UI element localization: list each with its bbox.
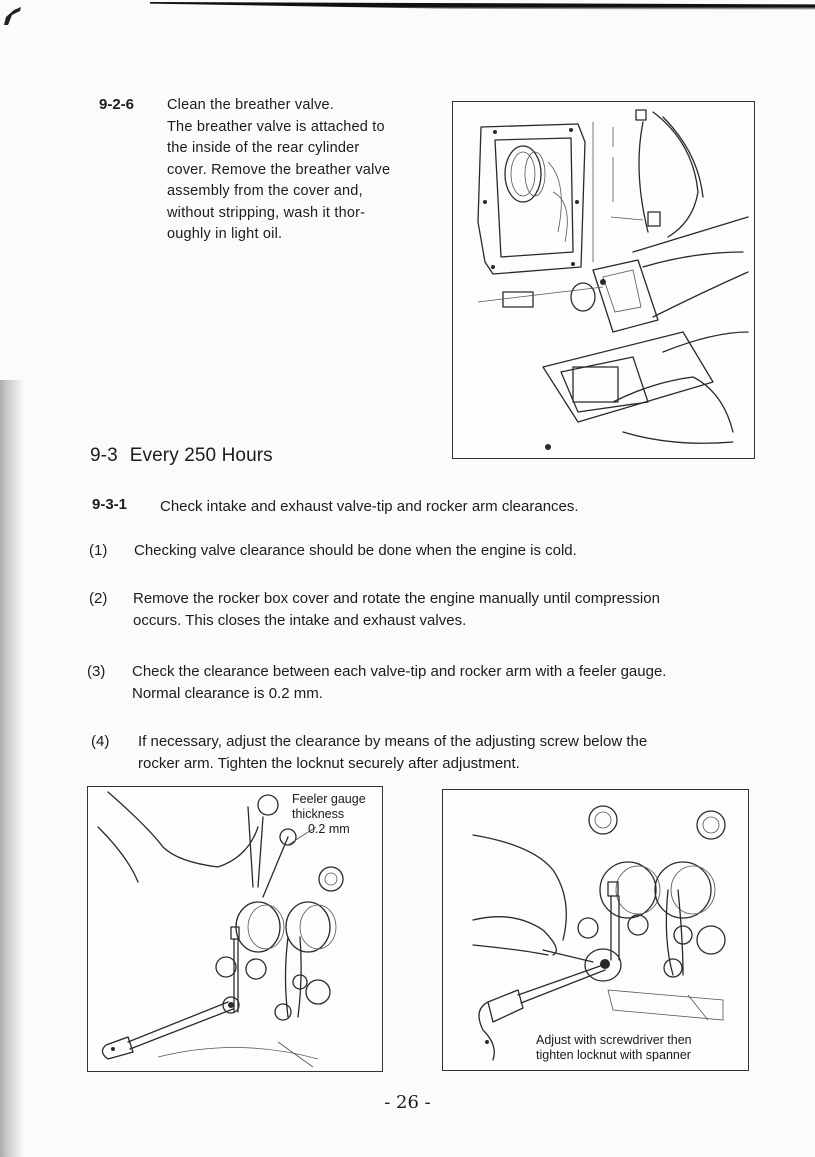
section-93-number: 9-3 bbox=[90, 445, 118, 466]
step-label: (2) bbox=[89, 590, 108, 607]
screwdriver-spanner-illustration-icon bbox=[443, 790, 748, 1070]
breather-valve-figure bbox=[452, 101, 755, 459]
step-text-line: Checking valve clearance should be done when the engine is cold. bbox=[134, 542, 577, 559]
section-926-paragraph bbox=[167, 95, 447, 246]
paragraph-line: without stripping, wash it thor- bbox=[167, 204, 366, 221]
scan-top-rule bbox=[150, 2, 815, 10]
feeler-gauge-caption bbox=[292, 792, 382, 837]
caption-line: thickness bbox=[292, 807, 345, 821]
step-label: (1) bbox=[89, 542, 108, 559]
paragraph-line: cover. Remove the breather valve bbox=[167, 161, 391, 178]
step-text-line: Check the clearance between each valve-tip and rocker arm with a feeler gauge. bbox=[132, 663, 667, 680]
step-label: (4) bbox=[91, 733, 110, 750]
paragraph-line: The breather valve is attached to bbox=[167, 118, 385, 135]
step-label: (3) bbox=[87, 663, 106, 680]
step-text-line: Normal clearance is 0.2 mm. bbox=[132, 685, 323, 702]
paragraph-line: Clean the breather valve. bbox=[167, 97, 335, 113]
page-number: - 26 - bbox=[384, 1092, 431, 1113]
scan-binding-edge bbox=[0, 380, 24, 1157]
screwdriver-adjust-caption bbox=[536, 1033, 692, 1063]
step-text-line: Remove the rocker box cover and rotate the engine manually until compression bbox=[133, 590, 660, 607]
step-text-line: If necessary, adjust the clearance by means of the adjusting screw below the bbox=[138, 733, 648, 750]
paragraph-line: the inside of the rear cylinder bbox=[167, 140, 360, 156]
section-926-number: 9-2-6 bbox=[99, 96, 135, 113]
caption-line: tighten locknut with spanner bbox=[536, 1048, 691, 1062]
scan-corner-mark bbox=[2, 5, 22, 27]
screwdriver-adjust-figure bbox=[442, 789, 749, 1071]
section-931-text: Check intake and exhaust valve-tip and rocker arm clearances. bbox=[160, 498, 579, 515]
paragraph-line: oughly in light oil. bbox=[167, 226, 283, 242]
step-text-line: occurs. This closes the intake and exhaust valves. bbox=[133, 612, 467, 629]
caption-line: Feeler gauge bbox=[292, 792, 366, 806]
section-931-number: 9-3-1 bbox=[92, 496, 128, 513]
caption-line: Adjust with screwdriver then bbox=[536, 1033, 692, 1047]
breather-valve-illustration-icon bbox=[453, 102, 754, 458]
section-93-heading bbox=[90, 445, 273, 467]
section-93-title: Every 250 Hours bbox=[129, 445, 273, 466]
step-text-line: rocker arm. Tighten the locknut securely after adjustment. bbox=[138, 755, 520, 772]
caption-line: 0.2 mm bbox=[308, 822, 350, 836]
feeler-gauge-figure bbox=[87, 786, 383, 1072]
paragraph-line: assembly from the cover and, bbox=[167, 183, 363, 199]
